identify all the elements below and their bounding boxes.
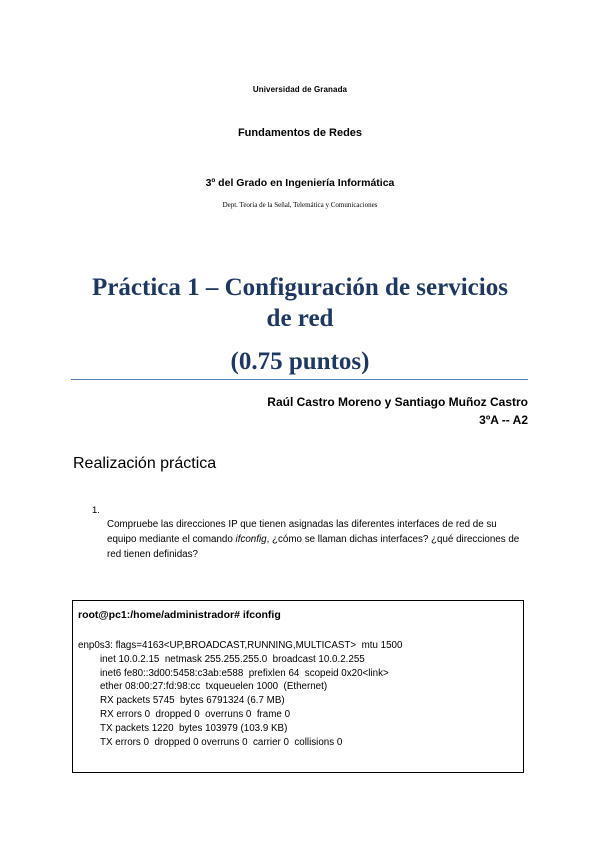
title-line-2: de red xyxy=(266,305,334,332)
section-heading: Realización práctica xyxy=(73,455,217,472)
university-name: Universidad de Granada xyxy=(252,85,348,94)
department-name: Dept. Teoría de la Señal, Telemática y Comunicaciones xyxy=(222,201,378,209)
command-name: ifconfig xyxy=(235,534,267,545)
question-text-after: , ¿cómo se llaman dichas interfaces? ¿qué direcciones de red tienen definidas? xyxy=(107,534,520,560)
output-line: TX packets 1220 bytes 103979 (103.9 KB) xyxy=(100,722,288,734)
interface-header-line: enp0s3: flags=4163<UP,BROADCAST,RUNNING,MULTICAST> mtu 1500 xyxy=(78,640,403,651)
question-number: 1. xyxy=(92,505,100,516)
degree-name: 3º del Grado en Ingeniería Informática xyxy=(205,177,395,189)
output-line: TX errors 0 dropped 0 overruns 0 carrier 0 collisions 0 xyxy=(100,736,343,748)
authors: Raúl Castro Moreno y Santiago Muñoz Castro xyxy=(267,395,528,409)
output-line: RX errors 0 dropped 0 overruns 0 frame 0 xyxy=(100,708,291,720)
terminal-prompt: root@pc1:/home/administrador# ifconfig xyxy=(78,609,281,621)
output-line: ether 08:00:27:fd:98:cc txqueuelen 1000 (Ethernet) xyxy=(100,681,328,693)
interface-output xyxy=(78,639,402,749)
points-label: (0.75 puntos) xyxy=(230,348,370,375)
question-text xyxy=(107,517,527,562)
title-line-1: Práctica 1 – Configuración de servicios xyxy=(92,274,508,301)
group-label: 3ºA -- A2 xyxy=(479,413,528,427)
output-line: RX packets 5745 bytes 6791324 (6.7 MB) xyxy=(100,695,285,707)
question-text-before: Compruebe las direcciones IP que tienen asignadas las diferentes interfaces de red de su equipo mediante el comando xyxy=(107,519,497,545)
output-line: inet 10.0.2.15 netmask 255.255.255.0 broadcast 10.0.2.255 xyxy=(100,653,365,665)
course-name: Fundamentos de Redes xyxy=(237,127,363,139)
document-title xyxy=(70,272,530,334)
title-divider xyxy=(71,379,528,380)
output-line: inet6 fe80::3d00:5458:c3ab:e588 prefixlen 64 scopeid 0x20<link> xyxy=(100,667,389,679)
